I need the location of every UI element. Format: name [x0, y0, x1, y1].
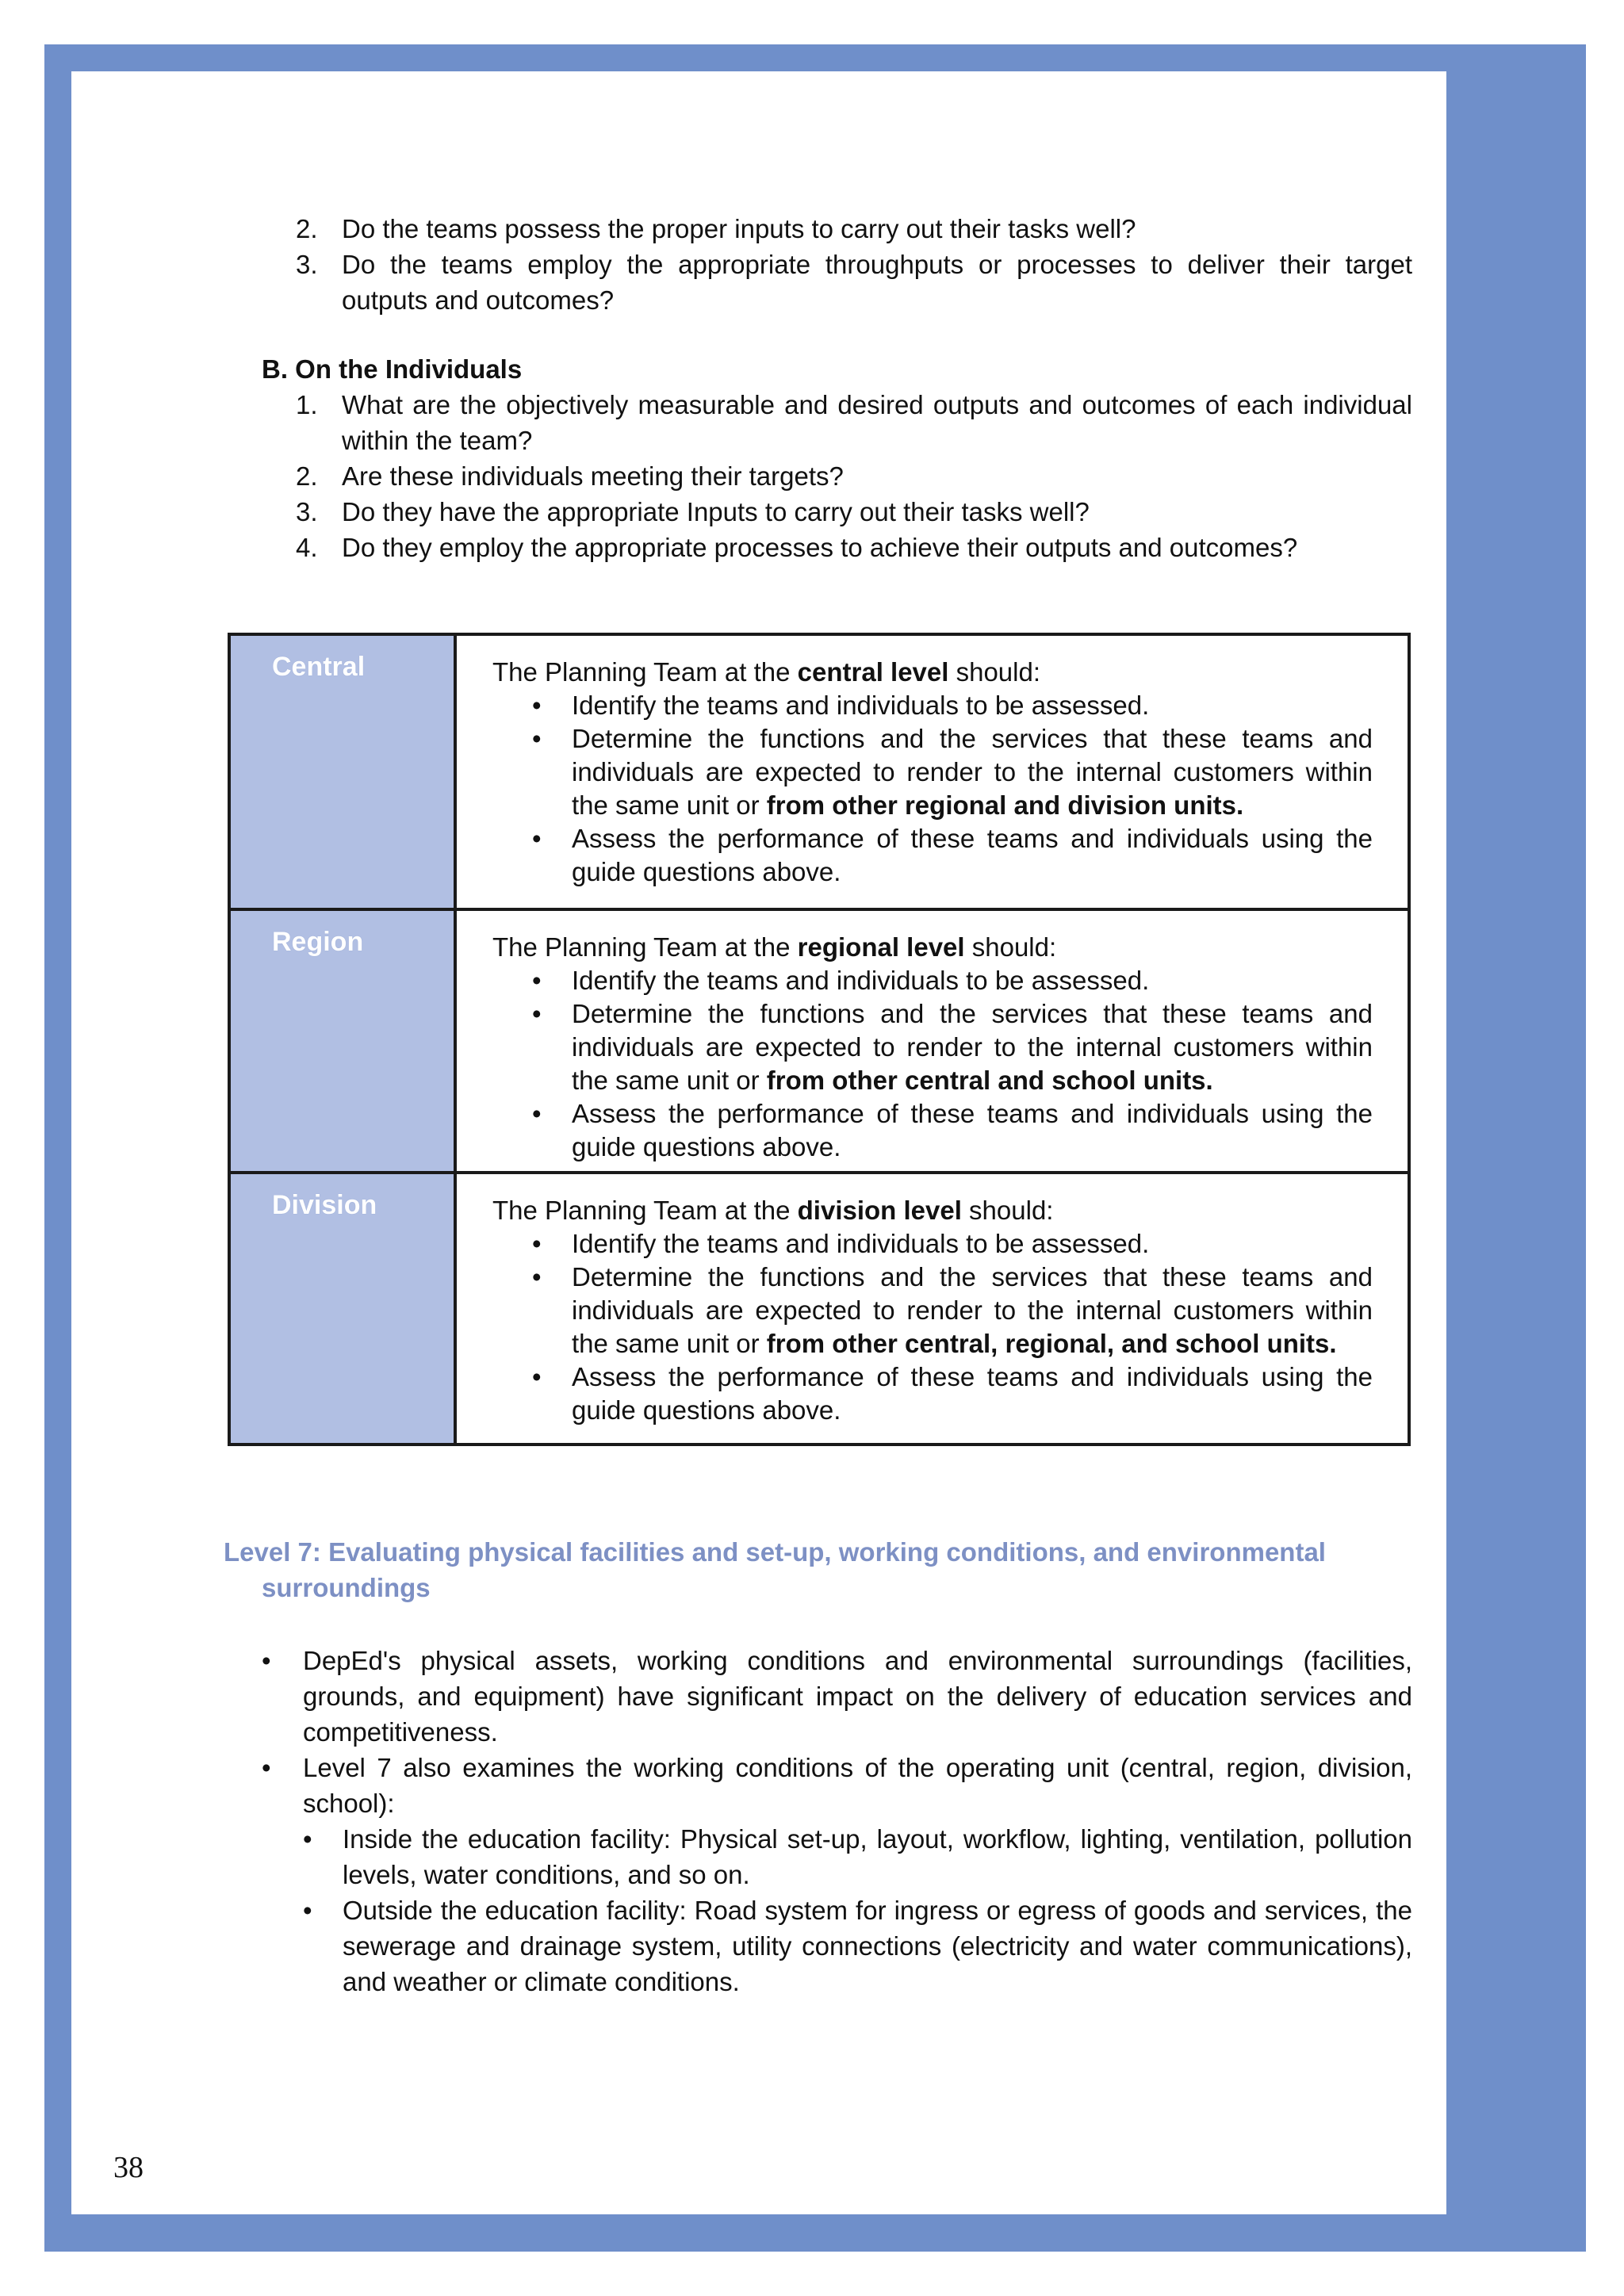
level-bullets: [492, 1227, 1373, 1427]
level-label-cell: [231, 911, 457, 1173]
level-label: Region: [272, 927, 364, 957]
list-item: 3. Do they have the appropriate Inputs to carry out their tasks well?: [296, 497, 1090, 526]
list-item: • Level 7 also examines the working conditions of the operating unit (central, region, division, school): • Inside the education facility: Physical set-up, layout, workflow, lighting, ventilation, pollution levels, water conditions, and so on. • Outside the education facility: Road system for ingress or egress of goods and services, the sewerage and drainage system, utility connections (electricity and water communications), and weather or climate conditions.: [262, 1750, 1412, 1999]
level-intro: The Planning Team at the division level should:: [492, 1196, 1054, 1225]
list-item: • Assess the performance of these teams and individuals using the guide questions above.: [492, 1097, 1373, 1164]
level-content-cell: [457, 1174, 1408, 1427]
table-row: [231, 636, 1408, 910]
list-item: • Assess the performance of these teams and individuals using the guide questions above.: [492, 822, 1373, 889]
level7-bullet-list: [262, 1643, 1412, 1999]
page-number: 38: [113, 2151, 144, 2184]
level7-sub-list: [303, 1821, 1412, 1999]
list-item: • Inside the education facility: Physical set-up, layout, workflow, lighting, ventilation, pollution levels, water conditions, and so on.: [303, 1821, 1412, 1892]
table-row: [231, 908, 1408, 1173]
list-item: 2. Do the teams possess the proper inputs to carry out their tasks well?: [296, 214, 1136, 243]
level-bullets: [492, 689, 1373, 889]
list-item: 4. Do they employ the appropriate processes to achieve their outputs and outcomes?: [296, 533, 1298, 562]
level-bullets: [492, 964, 1373, 1164]
level-content-cell: [457, 911, 1408, 1164]
list-item: • Assess the performance of these teams and individuals using the guide questions above.: [492, 1360, 1373, 1427]
level-intro: The Planning Team at the regional level should:: [492, 932, 1057, 962]
individual-questions-list: [296, 387, 1412, 565]
list-item: • DepEd's physical assets, working conditions and environmental surroundings (facilities, grounds, and equipment) have significant impact on the delivery of education services and competitiveness.: [262, 1643, 1412, 1750]
list-item: 2. Are these individuals meeting their targets?: [296, 461, 844, 491]
list-item: 1. What are the objectively measurable and desired outputs and outcomes of each individual within the team?: [296, 390, 1412, 455]
section-heading: B. On the Individuals: [262, 354, 523, 384]
table-row: [231, 1171, 1408, 1443]
list-item: • Identify the teams and individuals to be assessed.: [492, 1227, 1373, 1261]
level-label: Division: [272, 1190, 377, 1220]
list-item: • Outside the education facility: Road system for ingress or egress of goods and services, the sewerage and drainage system, utility connections (electricity and water communications), and weather or climate conditions.: [303, 1892, 1412, 1999]
team-questions-list: [296, 211, 1412, 318]
list-item: • Identify the teams and individuals to be assessed.: [492, 964, 1373, 997]
list-item: • Determine the functions and the services that these teams and individuals are expected to render to the internal customers within the same unit or from other central, regional, and school units.: [492, 1261, 1373, 1360]
level-label-cell: [231, 636, 457, 910]
level7-heading: Level 7: Evaluating physical facilities and set-up, working conditions, and environmental surroundings: [224, 1537, 1326, 1602]
level-label: Central: [272, 652, 366, 682]
list-item: • Determine the functions and the services that these teams and individuals are expected to render to the internal customers within the same unit or from other regional and division units.: [492, 722, 1373, 822]
list-item: 3. Do the teams employ the appropriate throughputs or processes to deliver their target outputs and outcomes?: [296, 250, 1412, 315]
planning-team-table: [228, 633, 1411, 1446]
list-item: • Identify the teams and individuals to be assessed.: [492, 689, 1373, 722]
level-content-cell: [457, 636, 1408, 889]
level-intro: The Planning Team at the central level should:: [492, 657, 1041, 687]
list-item: • Determine the functions and the services that these teams and individuals are expected to render to the internal customers within the same unit or from other central and school units.: [492, 997, 1373, 1097]
level-label-cell: [231, 1174, 457, 1443]
